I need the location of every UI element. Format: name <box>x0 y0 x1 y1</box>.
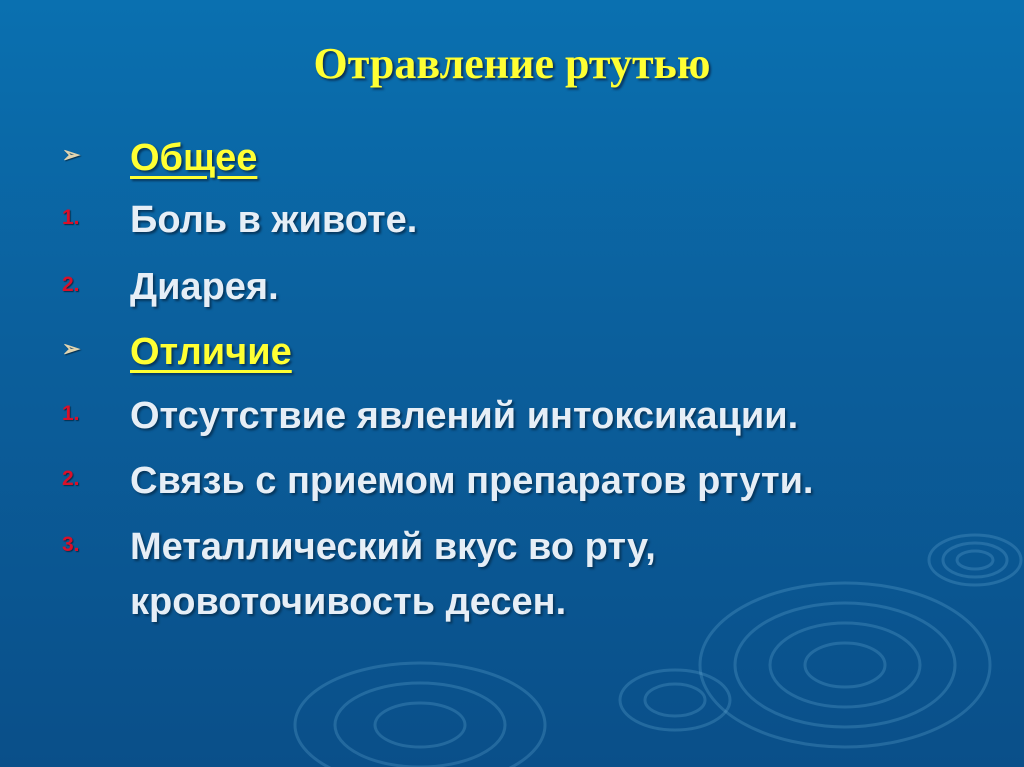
item-text: кровоточивость десен. <box>130 581 567 623</box>
item-number: 3. <box>62 533 80 556</box>
item-text: Боль в животе. <box>130 199 418 241</box>
list-item <box>0 519 1024 579</box>
item-text: Металлический вкус во рту, <box>130 526 656 568</box>
item-text: Отсутствие явлений интоксикации. <box>130 395 799 437</box>
list-item <box>0 259 1024 319</box>
item-number: 2. <box>62 273 80 296</box>
item-text: Диарея. <box>130 266 279 308</box>
list-item-continuation <box>0 574 1024 634</box>
section-heading-general: Общее <box>130 137 258 179</box>
list-item <box>0 388 1024 448</box>
list-item <box>0 130 1024 190</box>
arrow-bullet-icon: ➢ <box>62 142 81 167</box>
section-heading-difference: Отличие <box>130 331 292 373</box>
arrow-bullet-icon: ➢ <box>62 336 81 361</box>
list-item <box>0 192 1024 252</box>
item-number: 1. <box>62 402 80 425</box>
item-text: Связь с приемом препаратов ртути. <box>130 460 814 502</box>
slide-title: Отравление ртутью <box>313 39 711 88</box>
item-number: 1. <box>62 206 80 229</box>
list-item <box>0 453 1024 513</box>
item-number: 2. <box>62 467 80 490</box>
list-item <box>0 324 1024 384</box>
